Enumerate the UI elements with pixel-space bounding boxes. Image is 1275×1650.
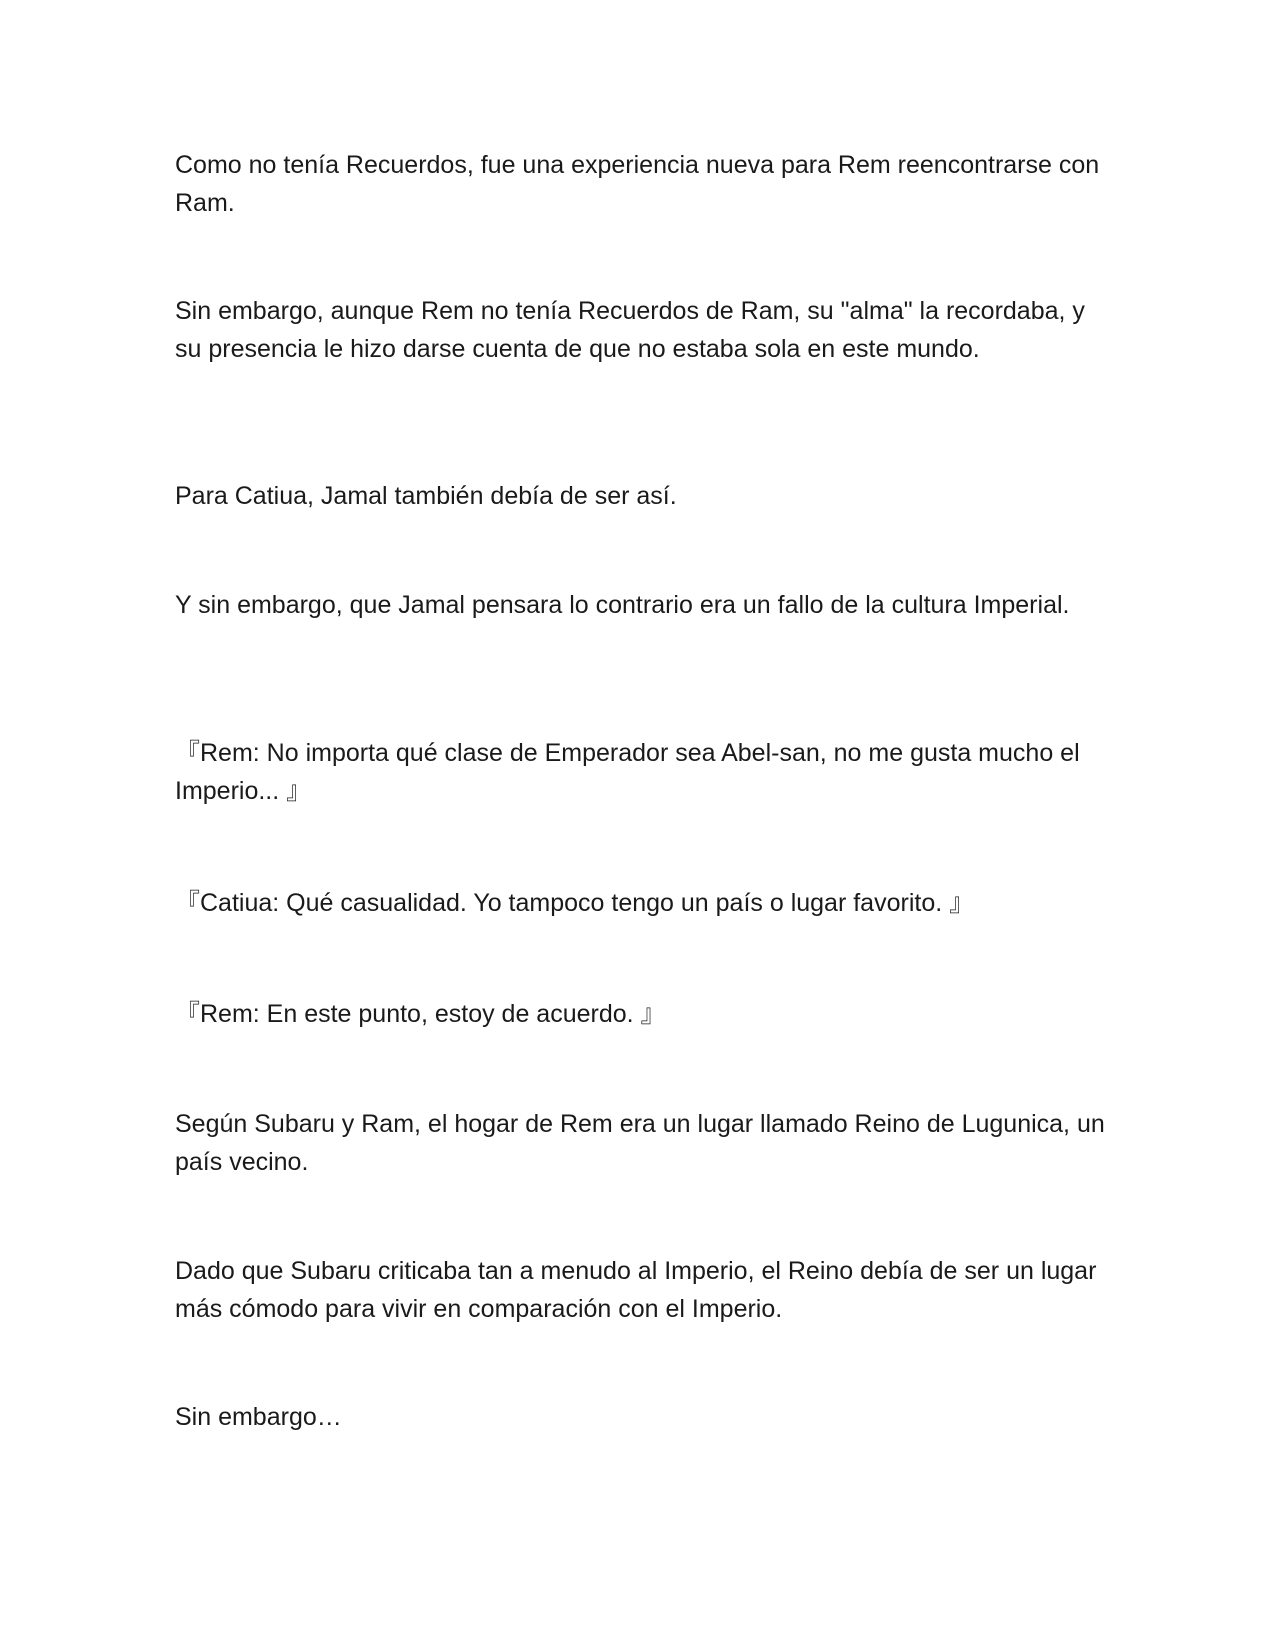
paragraph-3: Para Catiua, Jamal también debía de ser así. <box>175 482 677 510</box>
dialogue-catiua: 『Catiua: Qué casualidad. Yo tampoco tengo un país o lugar favorito. 』 <box>175 889 975 917</box>
paragraph-9: Dado que Subaru criticaba tan a menudo al Imperio, el Reino debía de ser un lugar más cómodo para vivir en comparación con el Imperio. <box>175 1257 1097 1323</box>
paragraph-8: Según Subaru y Ram, el hogar de Rem era un lugar llamado Reino de Lugunica, un país vecino. <box>175 1110 1105 1176</box>
paragraph-1: Como no tenía Recuerdos, fue una experiencia nueva para Rem reencontrarse con Ram. <box>175 151 1100 217</box>
paragraph-2: Sin embargo, aunque Rem no tenía Recuerdos de Ram, su "alma" la recordaba, y su presencia le hizo darse cuenta de que no estaba sola en este mundo. <box>175 297 1085 363</box>
paragraph-4: Y sin embargo, que Jamal pensara lo contrario era un fallo de la cultura Imperial. <box>175 591 1070 619</box>
paragraph-10: Sin embargo… <box>175 1403 342 1431</box>
dialogue-rem-1: 『Rem: No importa qué clase de Emperador sea Abel-san, no me gusta mucho el Imperio... 』 <box>175 739 1080 805</box>
dialogue-rem-2: 『Rem: En este punto, estoy de acuerdo. 』 <box>175 1000 666 1028</box>
